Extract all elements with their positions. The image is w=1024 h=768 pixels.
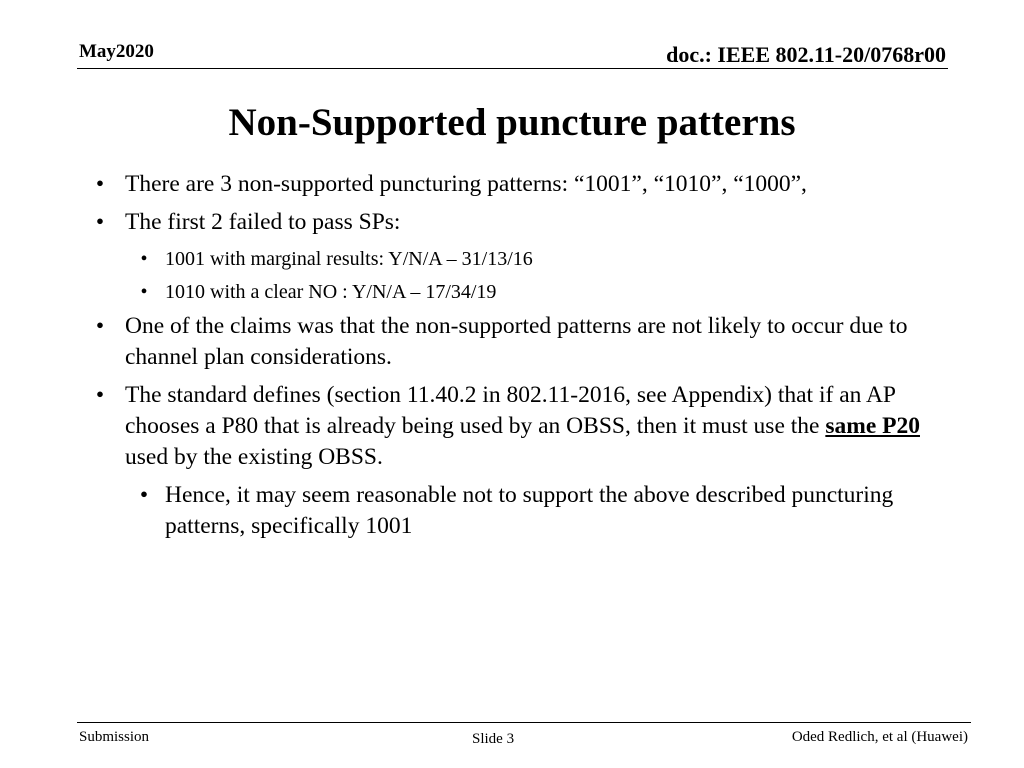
- bullet-text: The first 2 failed to pass SPs:: [125, 209, 401, 235]
- bullet-item: [90, 380, 950, 473]
- bullet-text-part: The standard defines (section 11.40.2 in 802.11-2016, see Appendix) that if an AP chooses a P80 that is already being used by an OBSS, then it must use the: [125, 382, 896, 439]
- sub-bullet-text: Hence, it may seem reasonable not to support the above described puncturing patterns, specifically 1001: [165, 482, 894, 539]
- bullet-item: [90, 207, 950, 238]
- bullet-text: One of the claims was that the non-supported patterns are not likely to occur due to channel plan considerations.: [125, 313, 908, 370]
- sub-bullet-item: [135, 480, 950, 542]
- sub-bullet-text: 1010 with a clear NO : Y/N/A – 17/34/19: [165, 281, 497, 303]
- sub-bullet-item: [135, 278, 950, 306]
- sub-bullet-item: [135, 245, 950, 273]
- bullet-marker: •: [139, 482, 149, 508]
- bullet-text: There are 3 non-supported puncturing patterns: “1001”, “1010”, “1000”,: [125, 171, 807, 197]
- emphasized-text: same P20: [825, 413, 920, 439]
- bullet-marker: •: [95, 171, 105, 197]
- header-divider: [77, 68, 948, 69]
- footer-divider: [77, 722, 971, 723]
- footer-submission: Submission: [79, 729, 150, 745]
- bullet-marker: •: [140, 248, 148, 270]
- bullet-item: [90, 311, 950, 373]
- bullet-marker: •: [140, 281, 148, 303]
- bullet-marker: •: [95, 209, 105, 235]
- slide-content: [90, 169, 950, 547]
- header-date: May2020: [79, 41, 154, 62]
- slide-number: Slide 3: [472, 731, 515, 747]
- header-doc-id: doc.: IEEE 802.11-20/0768r00: [666, 42, 946, 67]
- bullet-text-part: used by the existing OBSS.: [125, 444, 383, 470]
- sub-bullet-text: 1001 with marginal results: Y/N/A – 31/13/16: [165, 248, 533, 270]
- bullet-text: [125, 382, 920, 470]
- footer-authors: Oded Redlich, et al (Huawei): [791, 729, 968, 745]
- slide-title: Non-Supported puncture patterns: [228, 101, 796, 144]
- bullet-marker: •: [95, 382, 105, 408]
- bullet-item: [90, 169, 950, 200]
- bullet-marker: •: [95, 313, 105, 339]
